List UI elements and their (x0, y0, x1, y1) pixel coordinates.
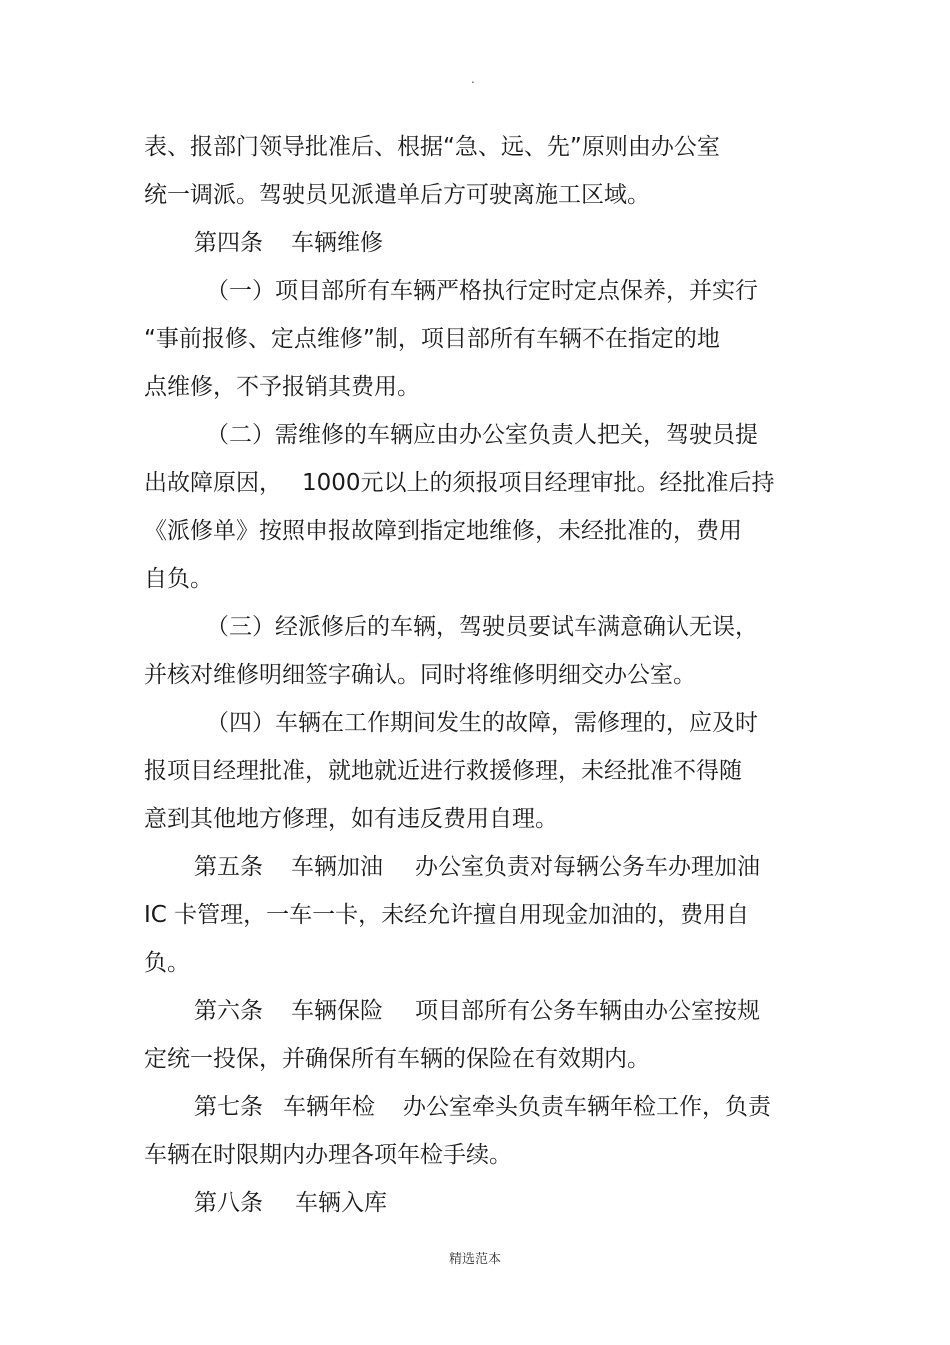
article-heading-8 (144, 1186, 784, 1234)
paragraph-line: 《派修单》按照申报故障到指定地维修，未经批准的，费用 (144, 518, 742, 544)
page-footer: 精选范本 (448, 1252, 501, 1267)
paragraph-line: IC 卡管理，一车一卡，未经允许擅自用现金加油的，费用自 (144, 902, 750, 928)
paragraph-line: 统一调派。驾驶员见派遣单后方可驶离施工区域。 (144, 182, 650, 208)
paragraph-line: 报项目经理批准，就地就近进行救援修理，未经批准不得随 (144, 758, 742, 784)
paragraph-line: 定统一投保，并确保所有车辆的保险在有效期内。 (144, 1046, 650, 1072)
article-title: 车辆入库 (295, 1190, 387, 1216)
text-segment: 1000元以上的须报项目经理审批。经批准后持 (302, 470, 775, 496)
article-heading-7 (144, 1090, 784, 1138)
article-title: 车辆年检 (283, 1094, 375, 1120)
article-title: 车辆保险 (291, 998, 383, 1024)
paragraph-line: “事前报修、定点维修”制，项目部所有车辆不在指定的地 (144, 326, 720, 352)
document-body (144, 130, 784, 1234)
article-number: 第六条 (194, 998, 263, 1024)
paragraph-line: 并核对维修明细签字确认。同时将维修明细交办公室。 (144, 662, 696, 688)
paragraph-line: 点维修，不予报销其费用。 (144, 374, 420, 400)
paragraph-line: 意到其他地方修理，如有违反费用自理。 (144, 806, 558, 832)
article-text: 项目部所有公务车辆由办公室按规 (415, 998, 760, 1024)
article-text: 办公室牵头负责车辆年检工作，负责 (403, 1094, 771, 1120)
article-number: 第八条 (194, 1190, 263, 1216)
article-number: 第五条 (194, 854, 263, 880)
paragraph-line: （四）车辆在工作期间发生的故障，需修理的，应及时 (206, 710, 758, 736)
paragraph-line: （三）经派修后的车辆，驾驶员要试车满意确认无误， (206, 614, 758, 640)
article-title: 车辆维修 (291, 230, 383, 256)
paragraph-line: （二）需维修的车辆应由办公室负责人把关，驾驶员提 (206, 422, 758, 448)
header-dot: . (471, 72, 475, 86)
paragraph-line: 自负。 (144, 566, 213, 592)
paragraph-line: （一）项目部所有车辆严格执行定时定点保养，并实行 (206, 278, 758, 304)
article-number: 第四条 (194, 230, 263, 256)
article-heading-6 (144, 994, 784, 1042)
paragraph-line: 车辆在时限期内办理各项年检手续。 (144, 1142, 512, 1168)
text-segment: 出故障原因， (144, 470, 282, 496)
article-number: 第七条 (194, 1094, 263, 1120)
paragraph-line (144, 466, 784, 514)
paragraph-line: 表、报部门领导批准后、根据“急、远、先”原则由办公室 (144, 134, 720, 160)
article-text: 办公室负责对每辆公务车办理加油 (415, 854, 760, 880)
article-heading-4 (144, 226, 784, 274)
paragraph-line: 负。 (144, 950, 190, 976)
article-heading-5 (144, 850, 784, 898)
article-title: 车辆加油 (291, 854, 383, 880)
